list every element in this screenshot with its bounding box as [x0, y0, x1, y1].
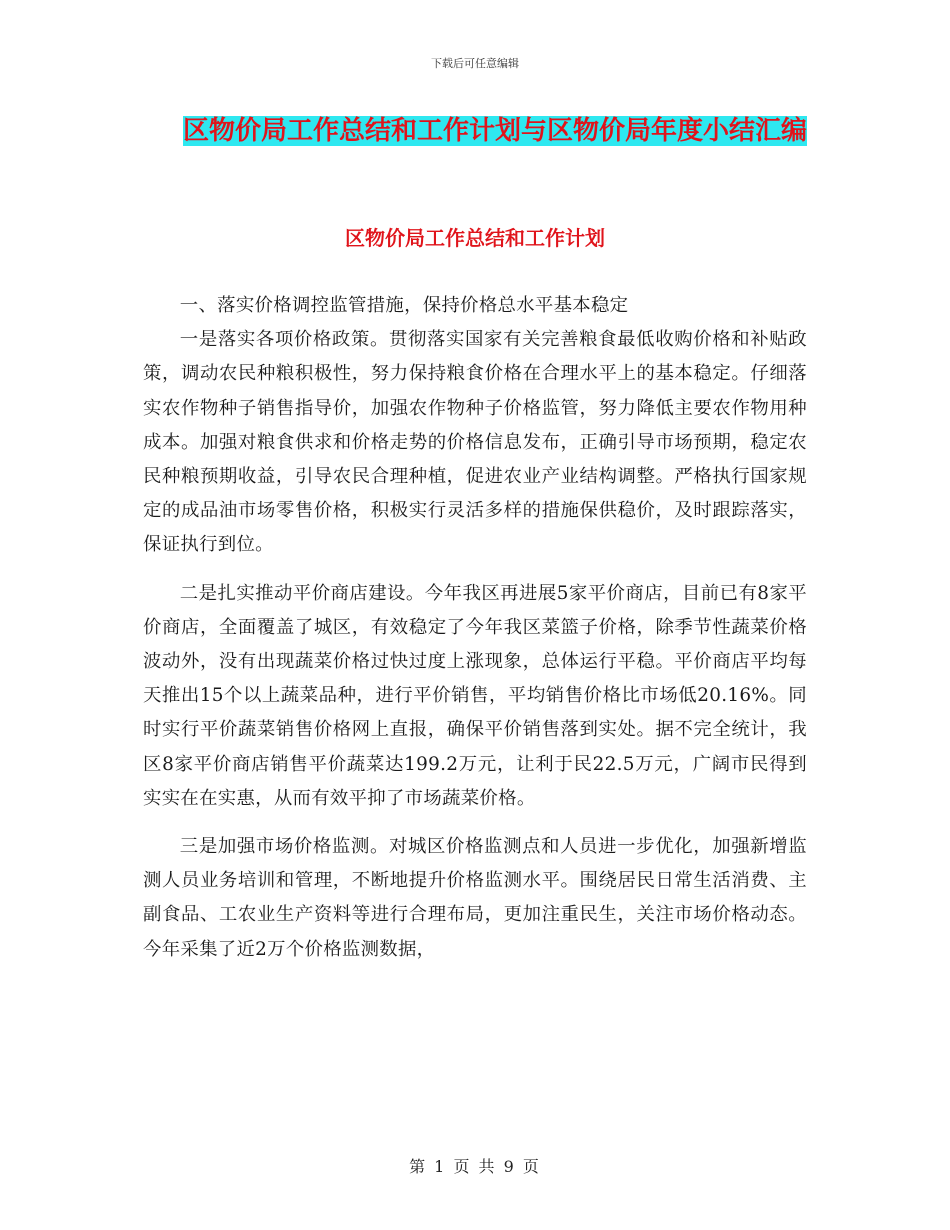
page-footer: 第 1 页 共 9 页 [409, 1157, 541, 1176]
paragraph: 三是加强市场价格监测。对城区价格监测点和人员进一步优化，加强新增监测人员业务培训和管理，不断地提升价格监测水平。围绕居民日常生活消费、主副食品、工农业生产资料等进行合理布局，更加注重民生，关注市场价格动态。今年采集了近2万个价格监测数据， [143, 836, 807, 960]
document-body [143, 289, 807, 967]
document-title [145, 108, 845, 154]
section-title: 区物价局工作总结和工作计划 [345, 226, 605, 250]
header-note: 下载后可任意编辑 [431, 57, 519, 70]
paragraph: 一是落实各项价格政策。贯彻落实国家有关完善粮食最低收购价格和补贴政策，调动农民种粮积极性，努力保持粮食价格在合理水平上的基本稳定。仔细落实农作物种子销售指导价，加强农作物种子价格监管，努力降低主要农作物用种成本。加强对粮食供求和价格走势的价格信息发布，正确引导市场预期，稳定农民种粮预期收益，引导农民合理种植，促进农业产业结构调整。严格执行国家规定的成品油市场零售价格，积极实行灵活多样的措施保供稳价，及时跟踪落实，保证执行到位。 [143, 329, 807, 556]
paragraph: 二是扎实推动平价商店建设。今年我区再进展5家平价商店，目前已有8家平价商店，全面覆盖了城区，有效稳定了今年我区菜篮子价格，除季节性蔬菜价格波动外，没有出现蔬菜价格过快过度上涨现象，总体运行平稳。平价商店平均每天推出15个以上蔬菜品种，进行平价销售，平均销售价格比市场低20.16%。同时实行平价蔬菜销售价格网上直报，确保平价销售落到实处。据不完全统计，我区8家平价商店销售平价蔬菜达199.2万元，让利于民22.5万元，广阔市民得到实实在在实惠，从而有效平抑了市场蔬菜价格。 [143, 582, 807, 809]
document-title-text: 区物价局工作总结和工作计划与区物价局年度小结汇编 [182, 116, 807, 146]
paragraph-heading: 一、落实价格调控监管措施，保持价格总水平基本稳定 [179, 295, 629, 316]
